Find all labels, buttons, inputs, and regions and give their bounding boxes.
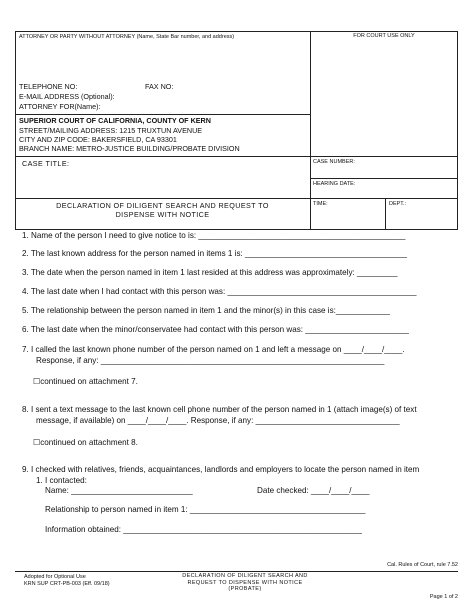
item-5: 5. The relationship between the person named in item 1 and the minor(s) in this case is:____________ (22, 306, 390, 315)
time-dept-divider (385, 198, 386, 230)
item-8-line-1: 8. I sent a text message to the last known cell phone number of the person named in 1 (attach image(s) of text (22, 405, 417, 414)
form-title: DECLARATION OF DILIGENT SEARCH AND REQUEST TO DISPENSE WITH NOTICE (56, 201, 269, 219)
court-city: CITY AND ZIP CODE: BAKERSFIELD, CA 93301 (19, 135, 177, 144)
item-1: 1. Name of the person I need to give notice to is: ______________________________________________ (22, 231, 406, 240)
court-name: SUPERIOR COURT OF CALIFORNIA, COUNTY OF KERN (19, 116, 211, 125)
footer-title (170, 573, 320, 593)
item-9-relationship: Relationship to person named in item 1: _______________________________________ (45, 505, 366, 514)
court-section-top-line (15, 114, 310, 115)
item-8-checkbox[interactable]: ☐continued on attachment 8. (33, 438, 138, 447)
fax-label: FAX NO: (145, 82, 174, 91)
rules-of-court: Cal. Rules of Court, rule 7.52 (387, 562, 458, 568)
item-6: 6. The last date when the minor/conservatee had contact with this person was: _______________________ (22, 325, 409, 334)
case-title-label: CASE TITLE: (22, 159, 70, 168)
adopted-label: Adopted for Optional Use (24, 574, 86, 580)
form-number: KRN SUP CRT-PB-003 (Eff. 09/18) (24, 581, 110, 587)
page-number: Page 1 of 2 (429, 594, 458, 600)
hearing-date-top-line (310, 178, 458, 179)
column-divider (310, 31, 311, 230)
item-9-information: Information obtained: _____________________________________________________ (45, 525, 362, 534)
item-7-checkbox[interactable]: ☐continued on attachment 7. (33, 377, 138, 386)
item-3: 3. The date when the person named in item 1 last resided at this address was approximately: _________ (22, 268, 398, 277)
form-title-top-line (15, 198, 458, 199)
email-label: E-MAIL ADDRESS (Optional): (19, 92, 115, 101)
dept-label: DEPT.: (389, 201, 407, 207)
attorney-for-label: ATTORNEY FOR(Name): (19, 102, 101, 111)
item-9-line-2: 1. I contacted: (36, 476, 87, 485)
item-2: 2. The last known address for the person named in items 1 is: ____________________________________ (22, 249, 408, 258)
item-4: 4. The last date when I had contact with this person was: __________________________________________ (22, 287, 417, 296)
item-9-line-1: 9. I checked with relatives, friends, acquaintances, landlords and employers to locate the person named in item (22, 465, 420, 474)
footer-title-line-3: (PROBATE) (228, 586, 262, 592)
attorney-label: ATTORNEY OR PARTY WITHOUT ATTORNEY (Name, State Bar number, and address) (19, 34, 235, 40)
item-9-name: Name: ___________________________ (45, 486, 193, 495)
item-9-date-checked: Date checked: ____/____/____ (257, 486, 370, 495)
court-street: STREET/MAILING ADDRESS: 1215 TRUXTUN AVENUE (19, 126, 203, 135)
case-title-top-line (15, 156, 458, 157)
case-number-label: CASE NUMBER: (313, 159, 355, 165)
footer-title-line-1: DECLARATION OF DILIGENT SEARCH AND (182, 573, 308, 579)
item-7-line-2: Response, if any: _______________________________________________________________ (36, 356, 385, 365)
court-use-label: FOR COURT USE ONLY (353, 33, 415, 39)
hearing-date-label: HEARING DATE: (313, 181, 356, 187)
footer-title-line-2: REQUEST TO DISPENSE WITH NOTICE (187, 579, 303, 586)
time-label: TIME: (313, 201, 328, 207)
footer-line (15, 571, 458, 572)
telephone-label: TELEPHONE NO: (19, 82, 78, 91)
court-branch: BRANCH NAME: METRO-JUSTICE BUILDING/PROBATE DIVISION (19, 144, 240, 153)
item-7-line-1: 7. I called the last known phone number of the person named on 1 and left a message on ____/____/____. (22, 345, 405, 354)
item-8-line-2: message, if available) on ____/____/____. Response, if any: ________________________________ (36, 416, 400, 425)
